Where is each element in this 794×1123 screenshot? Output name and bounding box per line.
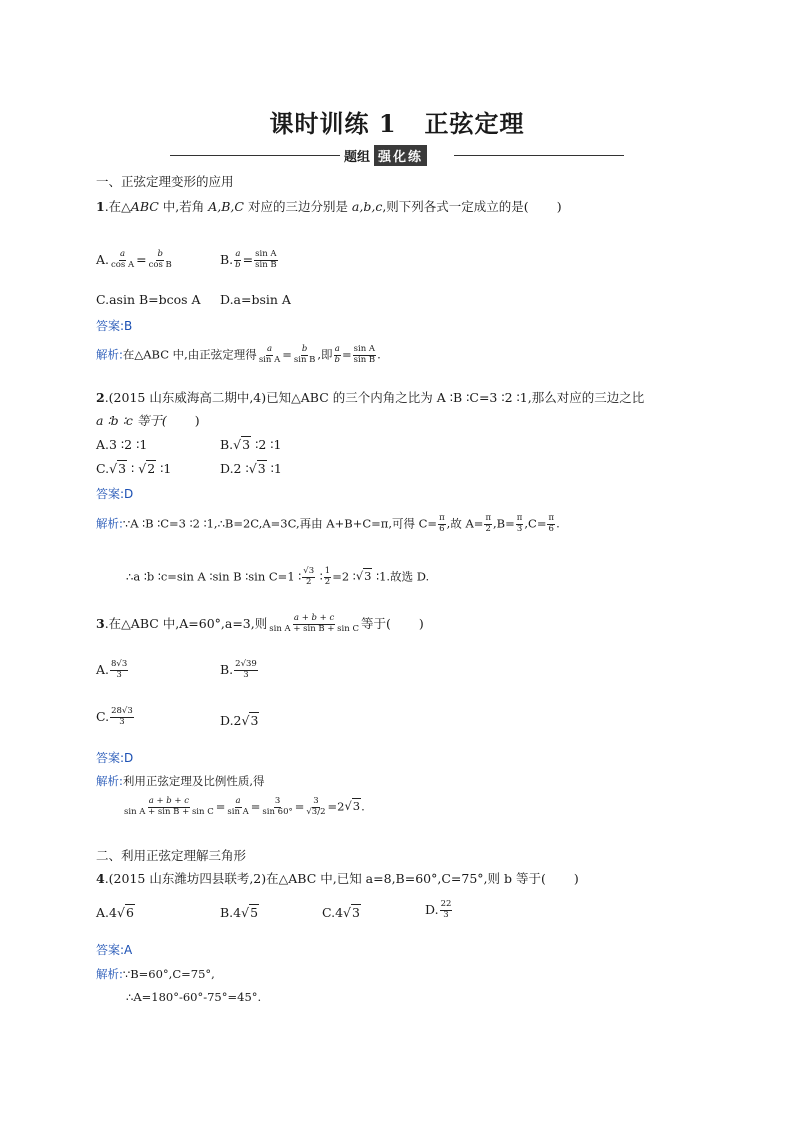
- q2-expl-l2-a: ∴a ∶b ∶c=sin A ∶sin B ∶sin C=1 ∶: [126, 569, 302, 584]
- q4-answer: [96, 941, 132, 958]
- q2-expl-label: 解析:: [96, 516, 123, 531]
- q3-option-a: [96, 660, 129, 681]
- q3-eq-e4: =2: [327, 799, 345, 814]
- q2-option-b-pre: B.: [220, 437, 234, 452]
- section-heading-2: 二、利用正弦定理解三角形: [96, 848, 247, 863]
- q3-option-b-frac: $\frac{2√39}{3}$: [235, 659, 257, 680]
- q4-option-c: [322, 905, 361, 920]
- q2-option-d: [220, 461, 282, 476]
- q1-text-a: .在△: [104, 199, 131, 214]
- q1-option-b-eq: =: [242, 251, 254, 267]
- q2-expl-l2-d: ∶1.故选 D.: [372, 569, 430, 584]
- q3-eq-frac1: $\frac{a + b + c}{\text{sin A + sin B + sin C}}$: [124, 796, 214, 817]
- q1-option-a-eq: =: [136, 251, 147, 267]
- q3-answer-label: 答案:: [96, 751, 125, 765]
- q2-expl-frac-b: $\frac{\pi}{3}$: [516, 513, 523, 534]
- q3-option-c-frac: $\frac{28√3}{3}$: [111, 706, 133, 727]
- question-1: [96, 197, 562, 215]
- q2-expl-l1-b: ,故 A=: [446, 516, 484, 531]
- question-3: [96, 614, 424, 635]
- q2-option-c-sqrt1: √3: [109, 461, 127, 476]
- q4-expl-label: 解析:: [96, 967, 123, 981]
- q3-explanation: [96, 773, 265, 789]
- q2-option-a: A.3 ∶2 ∶1: [96, 437, 148, 452]
- section-heading-1: 一、正弦定理变形的应用: [96, 174, 234, 189]
- q3-expl-label: 解析:: [96, 774, 123, 788]
- q3-eq-end: .: [361, 799, 365, 814]
- q4-text: .(2015 山东潍坊四县联考,2)在△ABC 中,已知 a=8,B=60°,C=75°,则 b 等于(: [104, 871, 546, 886]
- q4-option-a-sqrt: √6: [116, 905, 134, 920]
- q3-expl-text: 利用正弦定理及比例性质,得: [122, 774, 265, 788]
- q4-number: 4: [96, 871, 105, 886]
- q4-option-a: [96, 905, 135, 920]
- q2-option-d-post: ∶1: [266, 461, 282, 476]
- q4-explanation-line-2: ∴A=180°-60°-75°=45°.: [126, 990, 262, 1004]
- q3-eq-frac3: $\frac{3}{\sin 60^\circ}$: [262, 796, 293, 817]
- q1-expl-frac1: $\frac{a}{\text{sin A}}$: [258, 344, 281, 365]
- q4-answer-value: A: [124, 943, 133, 957]
- q2-expl-l2-frac1: $\frac{√3}{2}$: [303, 566, 315, 587]
- q3-option-d: [220, 713, 259, 728]
- q4-option-b: [220, 905, 259, 920]
- q3-answer-value: D: [124, 751, 134, 765]
- q2-expl-frac-c: $\frac{\pi}{6}$: [439, 513, 445, 534]
- q2-close-paren: ): [194, 413, 200, 428]
- q3-eq-frac4: $\frac{3}{√3/2}$: [306, 796, 326, 817]
- q1-option-c: C.asin B=bcos A: [96, 292, 201, 307]
- q3-eq-frac2: $\frac{a}{\text{sin A}}$: [227, 796, 249, 817]
- q1-expl-frac4: $\frac{\text{sin A}}{\text{sin B}}$: [353, 344, 376, 365]
- q3-text-b: 等于(: [360, 616, 391, 631]
- q3-eq-e2: =: [250, 799, 261, 814]
- q2-option-b: [220, 437, 281, 452]
- q3-number: 3: [96, 616, 105, 631]
- q2-number: 2: [96, 390, 105, 405]
- q2-option-b-sqrt: √3: [233, 437, 251, 452]
- q2-expl-l2-b: ∶: [316, 569, 323, 584]
- q4-option-c-sqrt: √3: [343, 905, 360, 920]
- q4-option-a-pre: A.4: [96, 905, 117, 920]
- q1-expl-frac3: $\frac{a}{b}$: [334, 344, 340, 365]
- q1-expl-text: 在△ABC 中,由正弦定理得: [122, 347, 257, 362]
- q4-option-c-pre: C.4: [322, 905, 344, 920]
- banner-plain-text: 题组: [344, 150, 371, 165]
- banner-rule-right: [454, 155, 624, 156]
- q3-option-a-label: A.: [96, 661, 110, 677]
- q2-option-c-mid: ∶: [127, 461, 139, 476]
- question-2-line-2: [96, 411, 200, 429]
- q1-option-a-frac1: $\frac{a}{\text{cos A}}$: [111, 249, 135, 270]
- q1-explanation: [96, 345, 381, 366]
- q2-option-c-sqrt2: √2: [138, 461, 156, 476]
- q1-answer: [96, 317, 132, 334]
- q3-option-b: [220, 660, 259, 681]
- q2-answer-label: 答案:: [96, 487, 125, 501]
- q3-option-c: [96, 707, 135, 728]
- section-banner: [342, 145, 427, 166]
- q2-expl-l2-frac2: $\frac{1}{2}$: [324, 566, 331, 587]
- q1-angles: A,B,C: [208, 199, 244, 214]
- q3-close-paren: ): [418, 616, 424, 631]
- q1-option-a-frac2: $\frac{b}{\text{cos B}}$: [148, 249, 172, 270]
- q1-option-a: [96, 250, 174, 271]
- q1-option-a-label: A.: [96, 251, 110, 267]
- q2-expl-l1-c: ,B=: [493, 516, 515, 531]
- page-title: [0, 104, 794, 139]
- q2-expl-l2-sqrt: √3: [355, 569, 372, 584]
- q2-expl-frac-c2: $\frac{\pi}{6}$: [548, 513, 555, 534]
- q2-answer-value: D: [124, 487, 134, 501]
- q1-option-b-frac2: $\frac{\text{sin A}}{\text{sin B}}$: [255, 249, 277, 270]
- q1-text-c: 对应的三边分别是: [243, 199, 352, 214]
- q2-option-d-sqrt: √3: [248, 461, 266, 476]
- q1-sides: a,b,c: [351, 199, 383, 214]
- q4-close-paren: ): [573, 871, 579, 886]
- q3-option-d-sqrt: √3: [241, 713, 259, 728]
- q1-close-paren: ): [556, 199, 562, 214]
- q2-expl-l1-a: ∵A ∶B ∶C=3 ∶2 ∶1,∴B=2C,A=3C,再由 A+B+C=π,可得 C=: [122, 516, 438, 531]
- q1-expl-frac2: $\frac{b}{\text{sin B}}$: [293, 344, 316, 365]
- q3-eq-e1: =: [215, 799, 226, 814]
- q2-text-line2: a ∶b ∶c 等于(: [96, 413, 167, 428]
- q3-option-b-label: B.: [220, 661, 234, 677]
- q2-option-c: [96, 461, 171, 476]
- q3-frac: $\frac{a + b + c}{\text{sin A + sin B + sin C}}$: [269, 613, 359, 634]
- q1-expl-eq: =: [282, 347, 292, 362]
- q2-text-line1: .(2015 山东威海高二期中,4)已知△ABC 的三个内角之比为 A ∶B ∶C=3 ∶2 ∶1,那么对应的三边之比: [104, 390, 645, 405]
- title-part2: 正弦定理: [424, 109, 525, 138]
- q4-option-b-sqrt: √5: [241, 905, 259, 920]
- question-2-line-1: [96, 388, 644, 406]
- q3-option-c-label: C.: [96, 708, 110, 724]
- q3-answer: [96, 749, 133, 766]
- q4-answer-label: 答案:: [96, 943, 125, 957]
- banner-rule-left: [170, 155, 340, 156]
- q1-option-d: D.a=bsin A: [220, 292, 291, 307]
- q1-option-b: [220, 250, 279, 271]
- q1-option-b-frac1: $\frac{a}{b}$: [235, 249, 241, 270]
- q2-option-c-post: ∶1: [156, 461, 172, 476]
- q3-text-a: .在△ABC 中,A=60°,a=3,则: [104, 616, 268, 631]
- q4-explanation-line-1: [96, 966, 215, 982]
- q4-option-b-pre: B.4: [220, 905, 242, 920]
- q1-expl-label: 解析:: [96, 347, 123, 362]
- q1-answer-label: 答案:: [96, 319, 125, 333]
- q1-expl-mid: ,即: [317, 347, 333, 362]
- q3-option-a-frac: $\frac{8√3}{3}$: [111, 659, 128, 680]
- q2-answer: [96, 485, 133, 502]
- q1-number: 1: [96, 199, 105, 214]
- title-part1: 课时训练 1: [269, 109, 397, 138]
- q4-option-d: [425, 900, 453, 921]
- q2-option-c-pre: C.: [96, 461, 110, 476]
- q1-text-d: ,则下列各式一定成立的是(: [382, 199, 529, 214]
- q3-eq-e3: =: [294, 799, 305, 814]
- q4-expl-l1: ∵B=60°,C=75°,: [122, 967, 215, 981]
- q4-option-d-label: D.: [425, 901, 439, 917]
- q2-expl-l2-c: =2 ∶: [332, 569, 356, 584]
- q2-explanation-line-1: [96, 514, 560, 535]
- q1-answer-value: B: [124, 319, 133, 333]
- q3-equation: [122, 797, 365, 818]
- q1-option-b-label: B.: [220, 251, 234, 267]
- q2-expl-l1-e: .: [556, 516, 560, 531]
- q3-option-d-pre: D.2: [220, 713, 242, 728]
- q1-text-b: 中,若角: [158, 199, 209, 214]
- q2-option-b-post: ∶2 ∶1: [251, 437, 282, 452]
- q1-expl-end: .: [377, 347, 381, 362]
- q1-triangle: ABC: [130, 199, 159, 214]
- q4-option-d-frac: $\frac{22}{3}$: [440, 899, 452, 920]
- banner-boxed-text: 强化练: [374, 145, 427, 166]
- q2-expl-l1-d: ,C=: [524, 516, 547, 531]
- q2-expl-frac-a: $\frac{\pi}{2}$: [485, 513, 492, 534]
- q2-option-d-pre: D.2 ∶: [220, 461, 249, 476]
- question-4: [96, 869, 579, 887]
- q1-expl-eq2: =: [341, 347, 352, 362]
- q2-explanation-line-2: [126, 567, 429, 588]
- q3-eq-sqrt: √3: [344, 799, 361, 814]
